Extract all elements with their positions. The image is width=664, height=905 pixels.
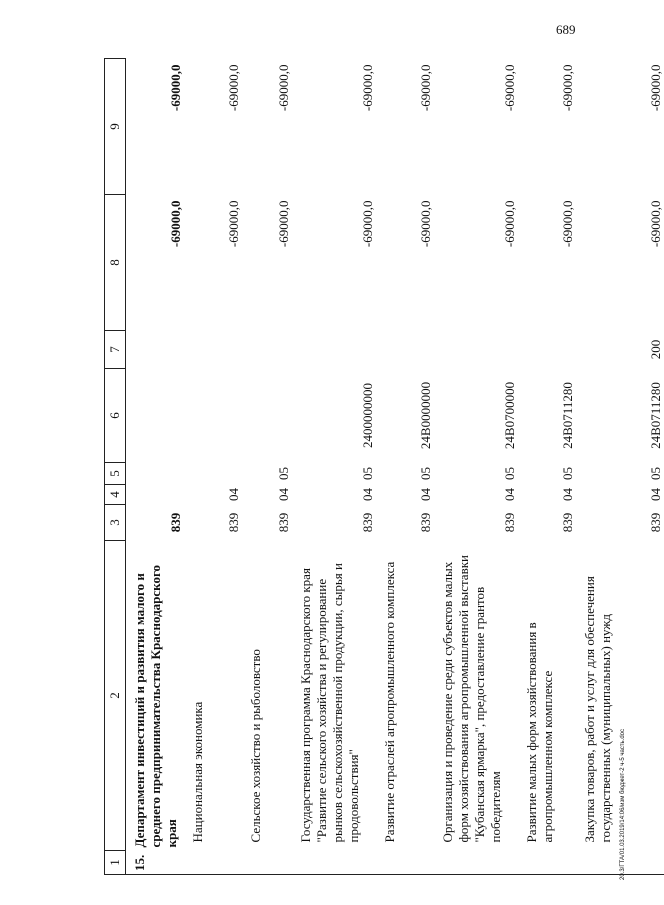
- cell-c7: [242, 331, 292, 369]
- cell-c3: 839: [359, 512, 375, 533]
- cell-c8: -69000,0: [275, 200, 291, 248]
- col-header-4: 4: [105, 485, 126, 505]
- col-header-6: 6: [105, 369, 126, 463]
- cell-c5: [184, 463, 242, 485]
- cell-c3: 839: [647, 512, 663, 533]
- cell-c5: 05: [559, 467, 575, 480]
- cell-num: [434, 851, 518, 875]
- cell-c9: -69000,0: [225, 64, 241, 112]
- cell-c7: [376, 331, 434, 369]
- cell-c9: -69000,0: [167, 64, 183, 112]
- cell-c8: -69000,0: [647, 200, 663, 248]
- cell-c4: 04: [647, 488, 663, 501]
- col-header-2: 2: [105, 541, 126, 851]
- cell-c6: 24В0000000: [417, 381, 433, 450]
- cell-c4: [126, 485, 184, 505]
- cell-c3: 839: [167, 512, 183, 533]
- cell-num: [518, 851, 576, 875]
- cell-c4: 04: [275, 488, 291, 501]
- cell-name: Развитие отраслей агропромышленного комплекса: [381, 561, 397, 843]
- cell-c7: [292, 331, 376, 369]
- page-number: 689: [556, 22, 576, 37]
- budget-table: [104, 58, 664, 875]
- cell-name: Департамент инвестиций и развития малого и среднего предпринимательства Краснодарского края: [132, 564, 179, 848]
- cell-c5: 05: [275, 467, 291, 480]
- cell-c4: 04: [417, 488, 433, 501]
- header-row: [105, 59, 126, 875]
- cell-c7: [184, 331, 242, 369]
- cell-c6: 2400000000: [359, 383, 375, 448]
- col-header-7: 7: [105, 331, 126, 369]
- cell-name: Государственная программа Краснодарского края "Развитие сельского хозяйства и регулирование рынков сельскохозяйственной продукции, сырья и продовольствия": [297, 563, 361, 843]
- cell-c8: -69000,0: [225, 200, 241, 248]
- cell-c3: 839: [501, 512, 517, 533]
- cell-c8: -69000,0: [417, 200, 433, 248]
- cell-c9: -69000,0: [647, 64, 663, 112]
- cell-c7: [126, 331, 184, 369]
- cell-name: Организация и проведение среди субъектов малых форм хозяйствования агропромышленной выставки "Кубанская ярмарка", предоставление грантов победителям: [439, 555, 503, 843]
- table-row: [184, 59, 242, 875]
- cell-c9: -69000,0: [417, 64, 433, 112]
- cell-c4: 04: [559, 488, 575, 501]
- col-header-9: 9: [105, 59, 126, 195]
- table-row: [434, 59, 518, 875]
- cell-c5: 05: [501, 467, 517, 480]
- cell-num: [376, 851, 434, 875]
- cell-name: Развитие малых форм хозяйствования в агропромышленном комплексе: [523, 622, 555, 843]
- cell-c5: 05: [647, 467, 663, 480]
- cell-c8: -69000,0: [359, 200, 375, 248]
- cell-num: [292, 851, 376, 875]
- cell-c5: [126, 463, 184, 485]
- cell-c3: 839: [417, 512, 433, 533]
- cell-c6: [184, 369, 242, 463]
- col-header-1: 1: [105, 851, 126, 875]
- col-header-8: 8: [105, 195, 126, 331]
- cell-c7: [518, 331, 576, 369]
- table-row: [292, 59, 376, 875]
- cell-c5: 05: [417, 467, 433, 480]
- cell-c4: 04: [225, 488, 241, 501]
- cell-num: [576, 851, 664, 875]
- cell-num: [242, 851, 292, 875]
- footer-note: 20.3/ГТА/01.03.2019/14:06/изм бюджет-2 ч-5 часть.doc: [620, 728, 626, 880]
- cell-c8: -69000,0: [501, 200, 517, 248]
- cell-c4: 04: [501, 488, 517, 501]
- cell-name: Закупка товаров, работ и услуг для обеспечения государственных (муниципальных) нужд: [581, 576, 613, 843]
- cell-c7: 200: [647, 339, 663, 360]
- cell-c6: 24В0711280: [559, 382, 575, 449]
- cell-c3: 839: [275, 512, 291, 533]
- cell-c5: 05: [359, 467, 375, 480]
- table-row: [126, 59, 184, 875]
- cell-c8: -69000,0: [559, 200, 575, 248]
- cell-c9: -69000,0: [359, 64, 375, 112]
- cell-c6: [242, 369, 292, 463]
- table-row: [518, 59, 576, 875]
- cell-c9: -69000,0: [559, 64, 575, 112]
- cell-c3: 839: [225, 512, 241, 533]
- cell-name: Сельское хозяйство и рыболовство: [247, 649, 263, 843]
- cell-c4: 04: [359, 488, 375, 501]
- cell-num: 15.: [126, 851, 184, 875]
- table-row: [376, 59, 434, 875]
- cell-c3: 839: [559, 512, 575, 533]
- table-row: [576, 59, 664, 875]
- cell-c6: [126, 369, 184, 463]
- cell-c6: 24В0711280: [647, 382, 663, 449]
- cell-c9: -69000,0: [275, 64, 291, 112]
- cell-name: Национальная экономика: [189, 701, 205, 843]
- cell-c7: [434, 331, 518, 369]
- col-header-5: 5: [105, 463, 126, 485]
- col-header-3: 3: [105, 505, 126, 541]
- cell-c8: -69000,0: [167, 200, 183, 248]
- cell-c9: -69000,0: [501, 64, 517, 112]
- cell-c6: 24В0700000: [501, 381, 517, 450]
- table-row: [242, 59, 292, 875]
- cell-num: [184, 851, 242, 875]
